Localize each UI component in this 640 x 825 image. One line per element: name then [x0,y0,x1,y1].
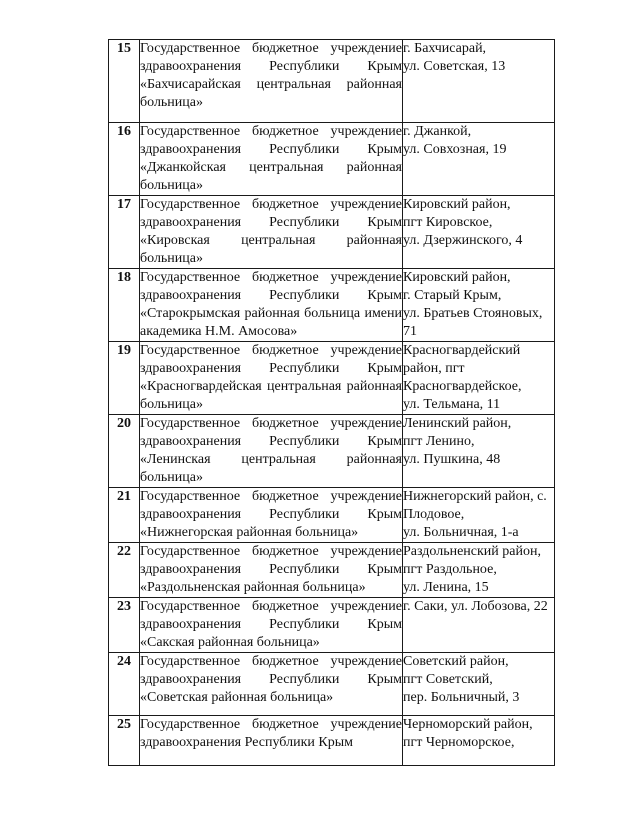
institution-address [403,123,555,196]
address-line: 71 [403,324,417,339]
institution-name-line: Государственное бюджетное учреждение [140,41,402,56]
institution-name-line: здравоохранения Республики Крым [140,735,353,750]
institution-name-line: Государственное бюджетное учреждение [140,654,402,669]
institution-name-line: Государственное бюджетное учреждение [140,124,402,139]
table-row [109,488,555,543]
institution-name [140,716,403,766]
row-number: 18 [109,269,140,342]
row-number: 24 [109,653,140,716]
institution-address [403,716,555,766]
institution-name-line: Государственное бюджетное учреждение [140,197,402,212]
address-line: ул. Дзержинского, 4 [403,233,523,248]
institution-name-line: Государственное бюджетное учреждение [140,416,402,431]
row-number: 17 [109,196,140,269]
institution-name [140,196,403,269]
institution-address [403,342,555,415]
address-line: пгт Раздольное, [403,562,497,577]
address-line: Плодовое, [403,507,465,522]
institution-name-line: здравоохранения Республики Крым [140,59,402,74]
institution-address [403,598,555,653]
institution-name-line: Государственное бюджетное учреждение [140,544,402,559]
institution-name-line: «Раздольненская районная больница» [140,580,366,595]
address-line: Кировский район, [403,197,511,212]
address-line: ул. Пушкина, 48 [403,452,501,467]
address-line: ул. Братьев Стояновых, [403,306,543,321]
table-row [109,123,555,196]
institution-name [140,123,403,196]
address-line: пер. Больничный, 3 [403,690,520,705]
address-line: Черноморский район, [403,717,533,732]
address-line: Красногвардейский [403,343,521,358]
institution-address [403,40,555,123]
institution-name [140,415,403,488]
institution-name-line: больница» [140,397,203,412]
institution-name-line: Государственное бюджетное учреждение [140,343,402,358]
institution-name-line: здравоохранения Республики Крым [140,434,402,449]
table-row [109,598,555,653]
institution-name-line: «Ленинская центральная районная [140,452,402,467]
address-line: ул. Советская, 13 [403,59,506,74]
institution-address [403,415,555,488]
institution-name-line: «Советская районная больница» [140,690,334,705]
address-line: ул. Совхозная, 19 [403,142,507,157]
address-line: пгт Черноморское, [403,735,515,750]
institution-name-line: «Нижнегорская районная больница» [140,525,359,540]
table-row [109,415,555,488]
institution-name-line: больница» [140,95,203,110]
table-row [109,196,555,269]
institution-name-line: больница» [140,470,203,485]
table-row [109,269,555,342]
institution-address [403,269,555,342]
table-row [109,342,555,415]
address-line: ул. Больничная, 1-а [403,525,519,540]
institution-name-line: Государственное бюджетное учреждение [140,717,402,732]
address-line: Красногвардейское, [403,379,522,394]
row-number: 21 [109,488,140,543]
institution-name-line: здравоохранения Республики Крым [140,361,402,376]
address-line: г. Джанкой, [403,124,472,139]
address-line: Ленинский район, [403,416,512,431]
institution-name-line: Государственное бюджетное учреждение [140,599,402,614]
institution-name [140,598,403,653]
institution-name-line: здравоохранения Республики Крым [140,507,402,522]
institution-address [403,196,555,269]
institution-name [140,488,403,543]
address-line: пгт Кировское, [403,215,493,230]
table-row [109,40,555,123]
table-row [109,716,555,766]
institution-name-line: здравоохранения Республики Крым [140,215,402,230]
institution-name-line: «Кировская центральная районная [140,233,402,248]
institution-name [140,653,403,716]
row-number: 20 [109,415,140,488]
institution-name-line: «Бахчисарайская центральная районная [140,77,402,92]
address-line: пгт Ленино, [403,434,475,449]
address-line: г. Старый Крым, [403,288,502,303]
institution-name-line: здравоохранения Республики Крым [140,142,402,157]
institution-name-line: «Джанкойская центральная районная [140,160,402,175]
address-line: пгт Советский, [403,672,493,687]
row-number: 19 [109,342,140,415]
institution-name-line: здравоохранения Республики Крым [140,288,402,303]
row-number: 16 [109,123,140,196]
address-line: г. Саки, ул. Лобозова, 22 [403,599,548,614]
institution-name [140,543,403,598]
address-line: район, пгт [403,361,465,376]
row-number: 25 [109,716,140,766]
address-line: ул. Ленина, 15 [403,580,489,595]
address-line: г. Бахчисарай, [403,41,487,56]
institution-name-line: больница» [140,251,203,266]
address-line: ул. Тельмана, 11 [403,397,501,412]
institution-name-line: «Старокрымская районная больница имени [140,306,402,321]
institution-name-line: Государственное бюджетное учреждение [140,489,402,504]
institution-name-line: здравоохранения Республики Крым [140,672,402,687]
institution-name-line: академика Н.М. Амосова» [140,324,298,339]
institution-address [403,543,555,598]
institution-name-line: «Сакская районная больница» [140,635,320,650]
address-line: Кировский район, [403,270,511,285]
institution-name [140,269,403,342]
address-line: Советский район, [403,654,509,669]
table-row [109,543,555,598]
row-number: 23 [109,598,140,653]
hospital-table [108,39,555,766]
address-line: Раздольненский район, [403,544,541,559]
institution-name [140,40,403,123]
institution-name [140,342,403,415]
institution-address [403,653,555,716]
institution-name-line: здравоохранения Республики Крым [140,617,402,632]
institution-name-line: здравоохранения Республики Крым [140,562,402,577]
row-number: 22 [109,543,140,598]
institution-address [403,488,555,543]
institution-name-line: больница» [140,178,203,193]
table-row [109,653,555,716]
institution-name-line: Государственное бюджетное учреждение [140,270,402,285]
institution-name-line: «Красногвардейская центральная районная [140,379,402,394]
address-line: Нижнегорский район, с. [403,489,547,504]
table-body [109,40,555,766]
row-number: 15 [109,40,140,123]
